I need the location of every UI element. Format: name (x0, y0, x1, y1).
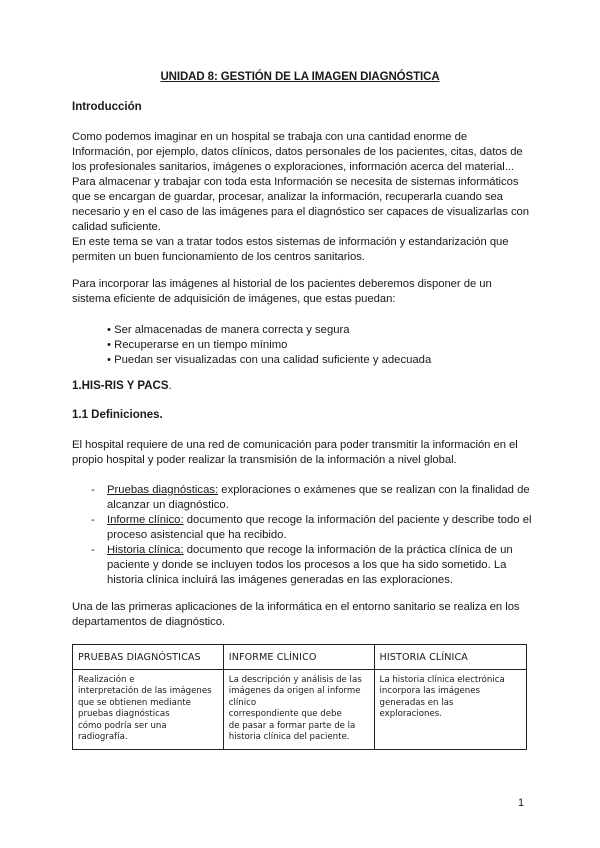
section-heading-text: 1.HIS-RIS Y PACS (72, 380, 169, 392)
text-line: calidad suficiente. (72, 221, 161, 233)
definition-item (91, 513, 531, 543)
text-line: Como podemos imaginar en un hospital se trabaja con una cantidad enorme de (72, 131, 468, 143)
definition-term: Historia clínica: (107, 544, 184, 556)
list-item: • Puedan ser visualizadas con una calidad suficiente y adecuada (107, 354, 432, 366)
list-item: • Recuperarse en un tiempo mínimo (107, 339, 288, 351)
definition-text: paciente y donde se incluyen todos los procesos a los que ha sido sometido. La (107, 559, 507, 571)
cell-line: clínico (228, 697, 257, 708)
text-line: Información, por ejemplo, datos clínicos, datos personales de los pacientes, citas, datos de (72, 146, 523, 158)
definition-text: historia clínica incluirá las imágenes generadas en las exploraciones. (107, 574, 454, 586)
definition-text: proceso asistencial que ha recibido. (107, 529, 287, 541)
page-title: UNIDAD 8: GESTIÓN DE LA IMAGEN DIAGNÓSTICA (160, 71, 440, 83)
cell-line: incorpora las imágenes (379, 686, 480, 697)
subsection-heading: 1.1 Definiciones. (72, 409, 163, 421)
section-heading (72, 380, 172, 392)
cell-line: de pasar a formar parte de la (228, 720, 356, 731)
definition-term: Informe clínico: (107, 514, 184, 526)
intro-heading: Introducción (72, 101, 142, 113)
text-line: Para almacenar y trabajar con toda esta Información se necesita de sistemas informáticos (72, 176, 519, 188)
dash-marker: - (91, 484, 95, 496)
table-header-cell: INFORME CLÍNICO (223, 645, 374, 670)
network-paragraph (72, 438, 532, 468)
definition-text: exploraciones o exámenes que se realizan con la finalidad de (218, 484, 530, 496)
comparison-table (72, 644, 527, 750)
definition-text: alcanzar un diagnóstico. (107, 499, 229, 511)
requirements-list (107, 323, 431, 368)
table-header-cell: PRUEBAS DIAGNÓSTICAS (73, 645, 224, 670)
cell-line: cómo podría ser una (78, 720, 167, 731)
text-line: departamentos de diagnóstico. (72, 616, 226, 628)
text-line: permiten un buen funcionamiento de los centros sanitarios. (72, 251, 365, 263)
section-heading-dot: . (168, 380, 172, 392)
table-cell (73, 670, 224, 750)
cell-line: imágenes da origen al informe (228, 686, 361, 697)
text-line: propio hospital y poder realizar la transmisión de la información a nivel global. (72, 454, 457, 466)
definition-item (91, 543, 531, 588)
text-line: El hospital requiere de una red de comunicación para poder transmitir la información en el (72, 439, 518, 451)
cell-line: correspondiente que debe (228, 709, 342, 720)
cell-line: interpretación de las imágenes (78, 686, 212, 697)
text-line: En este tema se van a tratar todos estos sistemas de información y estandarización que (72, 236, 509, 248)
text-line: que se encargan de guardar, procesar, analizar la información, recuperarla cuando sea (72, 191, 503, 203)
definition-text: documento que recoge la información de la práctica clínica de un (183, 544, 513, 556)
cell-line: radiografía. (78, 732, 128, 743)
cell-line: pruebas diagnósticas (78, 709, 170, 720)
text-line: Una de las primeras aplicaciones de la informática en el entorno sanitario se realiza en los (72, 601, 520, 613)
text-line: sistema eficiente de adquisición de imágenes, que estas puedan: (72, 293, 396, 305)
page-number: 1 (518, 797, 525, 809)
cell-line: generadas en las (379, 697, 454, 708)
table-header-cell: HISTORIA CLÍNICA (374, 645, 526, 670)
acquisition-paragraph (72, 277, 532, 307)
text-line: Para incorporar las imágenes al historial de los pacientes deberemos disponer de un (72, 278, 492, 290)
cell-line: exploraciones. (379, 709, 442, 720)
informatics-paragraph (72, 600, 532, 630)
text-line: necesario y en el caso de las imágenes para el diagnóstico ser capaces de visualizarlas con (72, 206, 530, 218)
table-cell (223, 670, 374, 750)
intro-paragraph (72, 130, 532, 265)
cell-line: historia clínica del paciente. (228, 732, 350, 743)
definitions-list (91, 483, 531, 588)
definition-term: Pruebas diagnósticas: (107, 484, 219, 496)
cell-line: La historia clínica electrónica (379, 675, 505, 685)
table-row (73, 670, 527, 750)
text-line: los profesionales sanitarios, imágenes o exploraciones, información acerca del material... (72, 161, 514, 173)
table-header-row (73, 645, 527, 670)
dash-marker: - (91, 544, 95, 556)
cell-line: Realización e (78, 675, 135, 685)
cell-line: que se obtienen mediante (78, 697, 191, 708)
definition-text: documento que recoge la información del paciente y describe todo el (183, 514, 532, 526)
cell-line: La descripción y análisis de las (228, 675, 362, 685)
dash-marker: - (91, 514, 95, 526)
definition-item (91, 483, 531, 513)
table-cell (374, 670, 526, 750)
list-item: • Ser almacenadas de manera correcta y segura (107, 324, 350, 336)
